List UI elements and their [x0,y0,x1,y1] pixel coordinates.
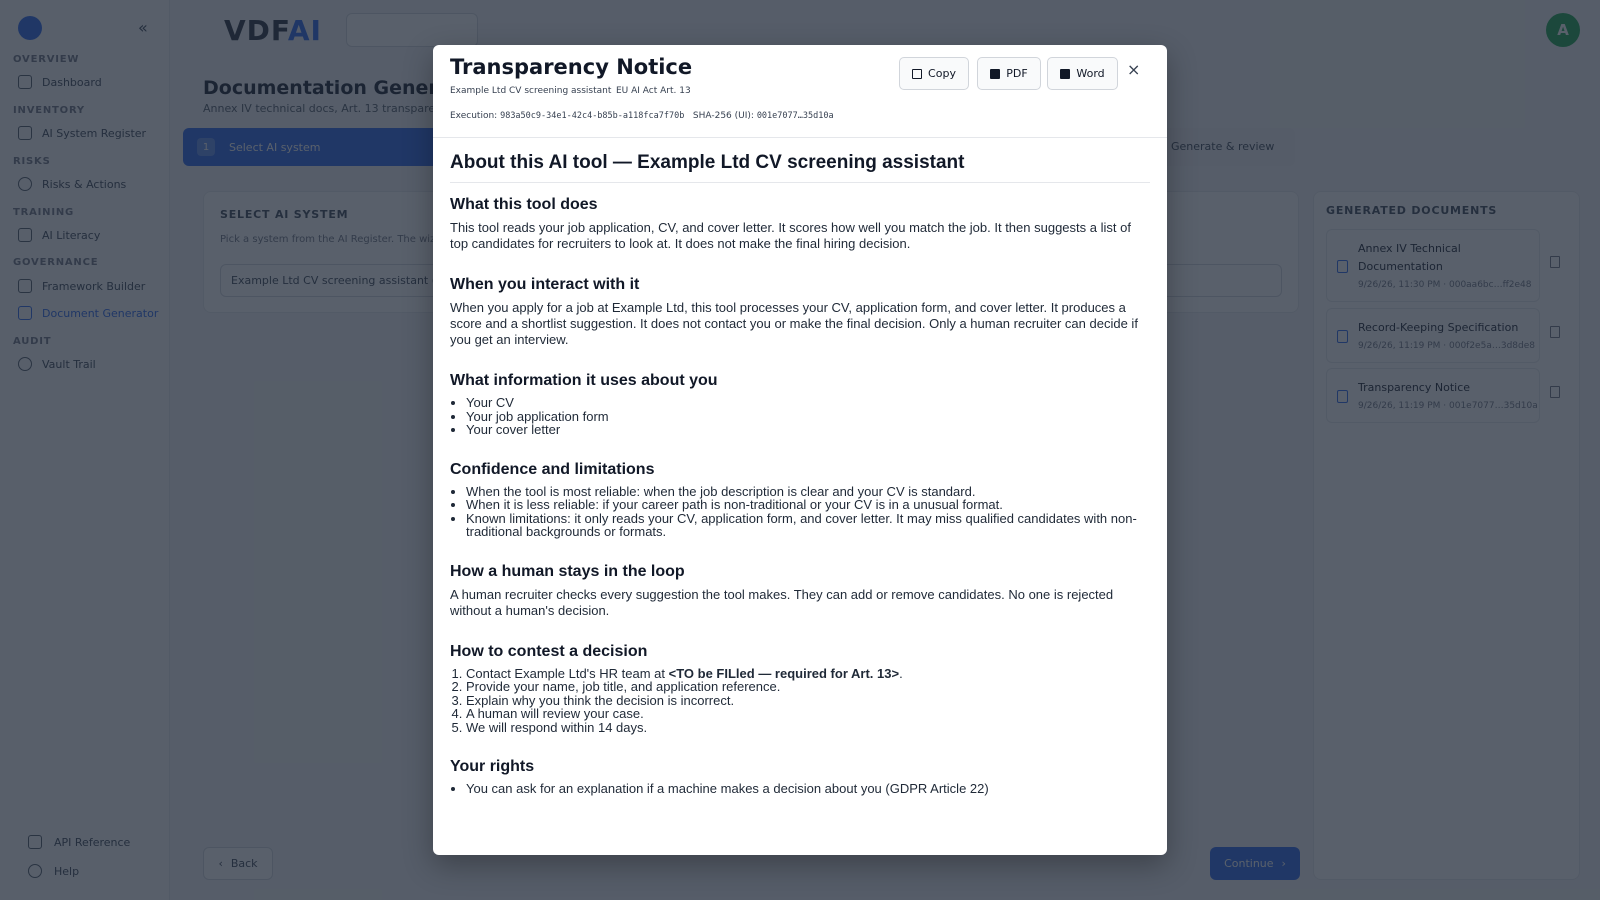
execution-label: Execution: [450,111,498,121]
list-item: • Known limitations: it only reads your CV, application form, and cover letter. It may miss qualified candidates with non-traditional backgrounds or formats. [466,512,1150,539]
list-item: • Your CV [466,396,1150,410]
copy-label: Copy [928,67,956,80]
placeholder-contact: <TO be FILled — required for Art. 13> [668,665,900,681]
transparency-notice-modal [433,45,1167,855]
pdf-button[interactable] [977,57,1041,90]
list-item: • When the tool is most reliable: when the job description is clear and your CV is standard. [466,485,1150,499]
copy-button[interactable] [899,57,969,90]
system-tag: Example Ltd CV screening assistant [450,86,612,96]
limitations-list [450,485,1150,539]
copy-icon [912,69,922,79]
info-list [450,396,1150,437]
document-heading: About this AI tool — Example Ltd CV screening assistant [450,138,1150,183]
section-heading: What this tool does [450,196,598,213]
word-label: Word [1076,67,1105,80]
section-paragraph: When you apply for a job at Example Ltd, this tool processes your CV, application form, and cover letter. It produces a score and a shortlist suggestion. It does not contact you or make the final decision. Only a human recruiter can decide if you get an interview. [450,300,1138,347]
list-item: • Your cover letter [466,423,1150,437]
word-icon [1060,69,1070,79]
list-item: 4. A human will review your case. [466,707,1150,721]
rights-list [450,782,1150,796]
list-item: 2. Provide your name, job title, and application reference. [466,680,1150,694]
pdf-icon [990,69,1000,79]
section-heading: Your rights [450,758,535,775]
list-item: • Your job application form [466,410,1150,424]
section-heading: Confidence and limitations [450,460,655,478]
sha-value: 001e7077…35d10a [756,111,834,121]
list-item: 3. Explain why you think the decision is incorrect. [466,694,1150,708]
list-item [466,667,1150,681]
contest-text: Contact Example Ltd's HR team at [466,665,669,681]
section-heading: What information it uses about you [450,372,718,389]
regulation-tag: EU AI Act Art. 13 [616,86,691,96]
section-paragraph: This tool reads your job application, CV, and cover letter. It scores how well you match the job. It then suggests a list of top candidates for recruiters to look at. It does not make the final hiring decision. [450,220,1131,251]
execution-info [450,111,834,121]
document-preview[interactable] [450,138,1150,855]
execution-id: 983a50c9-34e1-42c4-b85b-a118fca7f70b [500,111,685,121]
contest-text-end: . [899,665,903,681]
modal-header [433,45,1167,138]
section-heading: How to contest a decision [450,642,648,660]
contest-steps-list [450,667,1150,735]
close-icon[interactable]: × [1127,60,1141,79]
list-item: 5. We will respond within 14 days. [466,721,1150,735]
list-item: • You can ask for an explanation if a machine makes a decision about you (GDPR Article 22) [466,782,1150,796]
section-heading: How a human stays in the loop [450,562,685,580]
section-heading: When you interact with it [450,276,640,293]
word-button[interactable] [1047,57,1118,90]
modal-title: Transparency Notice [450,55,693,79]
section-paragraph: A human recruiter checks every suggestion the tool makes. They can add or remove candidates. No one is rejected without a human's decision. [450,586,1114,618]
sha-label: SHA-256 (UI): [692,111,754,121]
list-item: • When it is less reliable: if your career path is non-traditional or your CV is in a unusual format. [466,498,1150,512]
pdf-label: PDF [1006,67,1028,80]
